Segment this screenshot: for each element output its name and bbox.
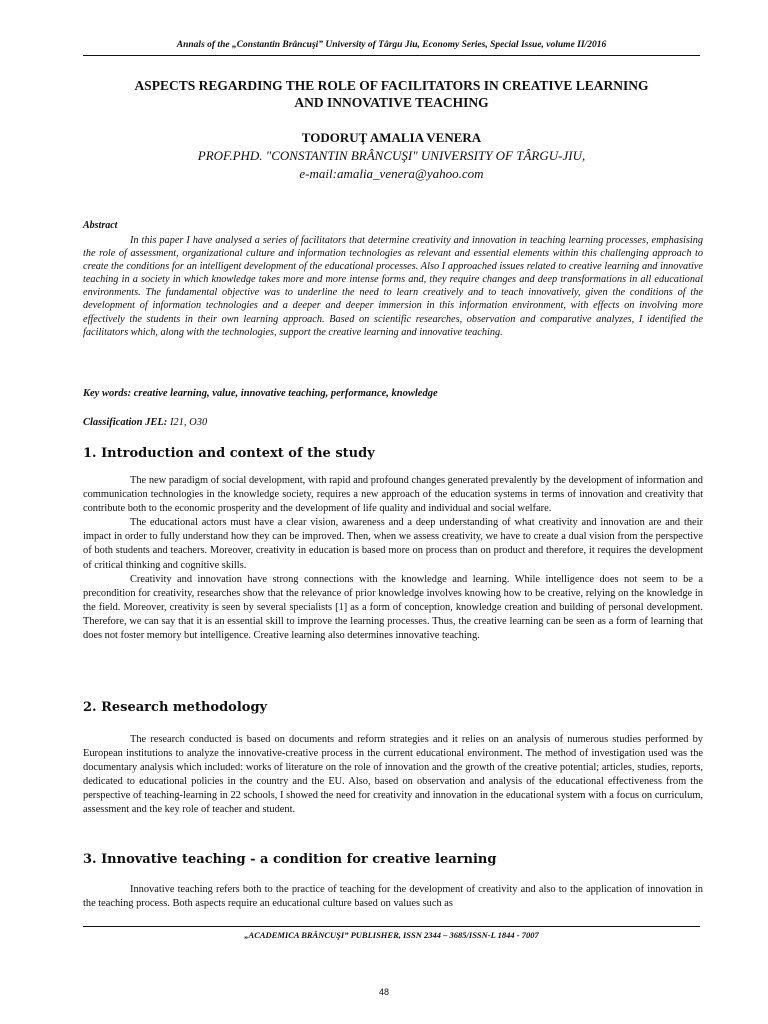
publisher-footer: „ACADEMICA BRÂNCUŞI” PUBLISHER, ISSN 2344 – 3685/ISSN-L 1844 - 7007 [244,930,539,940]
footer-rule [83,926,700,927]
section-heading-innovative-teaching: 3. Innovative teaching - a condition for creative learning [83,852,497,867]
jel-label: Classification JEL: [83,417,168,428]
section-body-methodology [83,733,703,818]
title-line-2: AND INNOVATIVE TEACHING [294,95,489,110]
section-body-innovative-teaching [83,883,703,911]
author-name: TODORUŢ AMALIA VENERA [301,130,482,145]
jel-codes: I21, O30 [169,417,208,428]
paragraph: Innovative teaching refers both to the practice of teaching for the development of creativity and also to the application of innovation in the teaching process. Both aspects require an educational culture based on values such as [83,884,703,910]
paragraph: Creativity and innovation have strong connections with the knowledge and learning. While intelligence does not seem to be a precondition for creativity, researches show that the relevance of prior knowledge involves knowing how to be creative, relying on the knowledge in the field. Moreover, creativity is seen by several specialists [1] as a form of conception, knowledge creation and building of personal development. Therefore, we can say that it is an essential skill to improve the learning processes. Thus, the creative learning can be seen as a form of learning that does not foster memory but intelligence. Creative learning also determines innovative teaching. [83,573,703,642]
section-heading-methodology: 2. Research methodology [83,700,268,715]
page-number: 48 [378,987,389,997]
jel-classification [83,417,207,428]
abstract-text: In this paper I have analysed a series of facilitators that determine creativity and innovation in teaching learning processes, emphasising the role of assessment, organizational culture and information technologies as relevant and essential elements within this challenging approach to create the conditions for an intelligent development of the educational processes. Also I approached issues related to creative learning and innovative teaching in a society in which knowledge takes more and more intense forms and, they require changes and deep transformations in all educational environments. The fundamental objective was to underline the need to learn creatively and to teach innovatively, given the conditions of the development of information technologies and a deeper and deeper immersion in this information environment, with effects on involving more effectively the students in their own learning approach. Based on scientific researches, observation and comparative analyzes, I identified the facilitators which, along with the technologies, support the creative learning and innovative teaching. [83,235,703,338]
author-email: e-mail:amalia_venera@yahoo.com [299,166,484,181]
keywords: Key words: creative learning, value, innovative teaching, performance, knowledge [83,388,438,399]
section-body-introduction [83,474,703,643]
header-rule [83,55,700,56]
journal-header: Annals of the „Constantin Brâncuşi” University of Târgu Jiu, Economy Series, Special Issue, volume II/2016 [176,40,607,50]
paragraph: The new paradigm of social development, with rapid and profound changes generated prevalently by the development of information and communication technologies in the knowledge society, requires a new approach of the education systems in terms of innovation and creativity that contribute both to the economic prosperity and the development of life quality and individual and social welfare. [83,475,703,515]
abstract-heading: Abstract [83,220,118,231]
paper-title [83,77,700,111]
paragraph: The educational actors must have a clear vision, awareness and a deep understanding of what creativity and innovation are and their impact in order to fully understand how they can be improved. Then, when we assess creativity, we have to create a dual vision from the perspective of both students and teachers. Moreover, creativity in education is based more on process than on product and therefore, it requires the development of critical thinking and cognitive skills. [83,517,703,571]
paragraph: The research conducted is based on documents and reform strategies and it relies on an analysis of numerous studies performed by European institutions to analyze the innovative-creative process in the current educational environment. The method of investigation used was the documentary analysis which included: works of literature on the role of innovation and the growth of the creative potential; articles, studies, reports, dedicated to educational policies in the country and the EU. Also, based on observation and analysis of the educational effectiveness from the perspective of teaching-learning in 22 schools, I showed the need for creativity and innovation in the educational system with a focus on curriculum, assessment and the key role of teacher and student. [83,734,703,816]
section-heading-introduction: 1. Introduction and context of the study [83,446,375,461]
author-affiliation: PROF.PHD. "CONSTANTIN BRÂNCUŞI" UNIVERSITY OF TÂRGU-JIU, [197,148,586,163]
title-line-1: ASPECTS REGARDING THE ROLE OF FACILITATORS IN CREATIVE LEARNING [134,78,649,93]
